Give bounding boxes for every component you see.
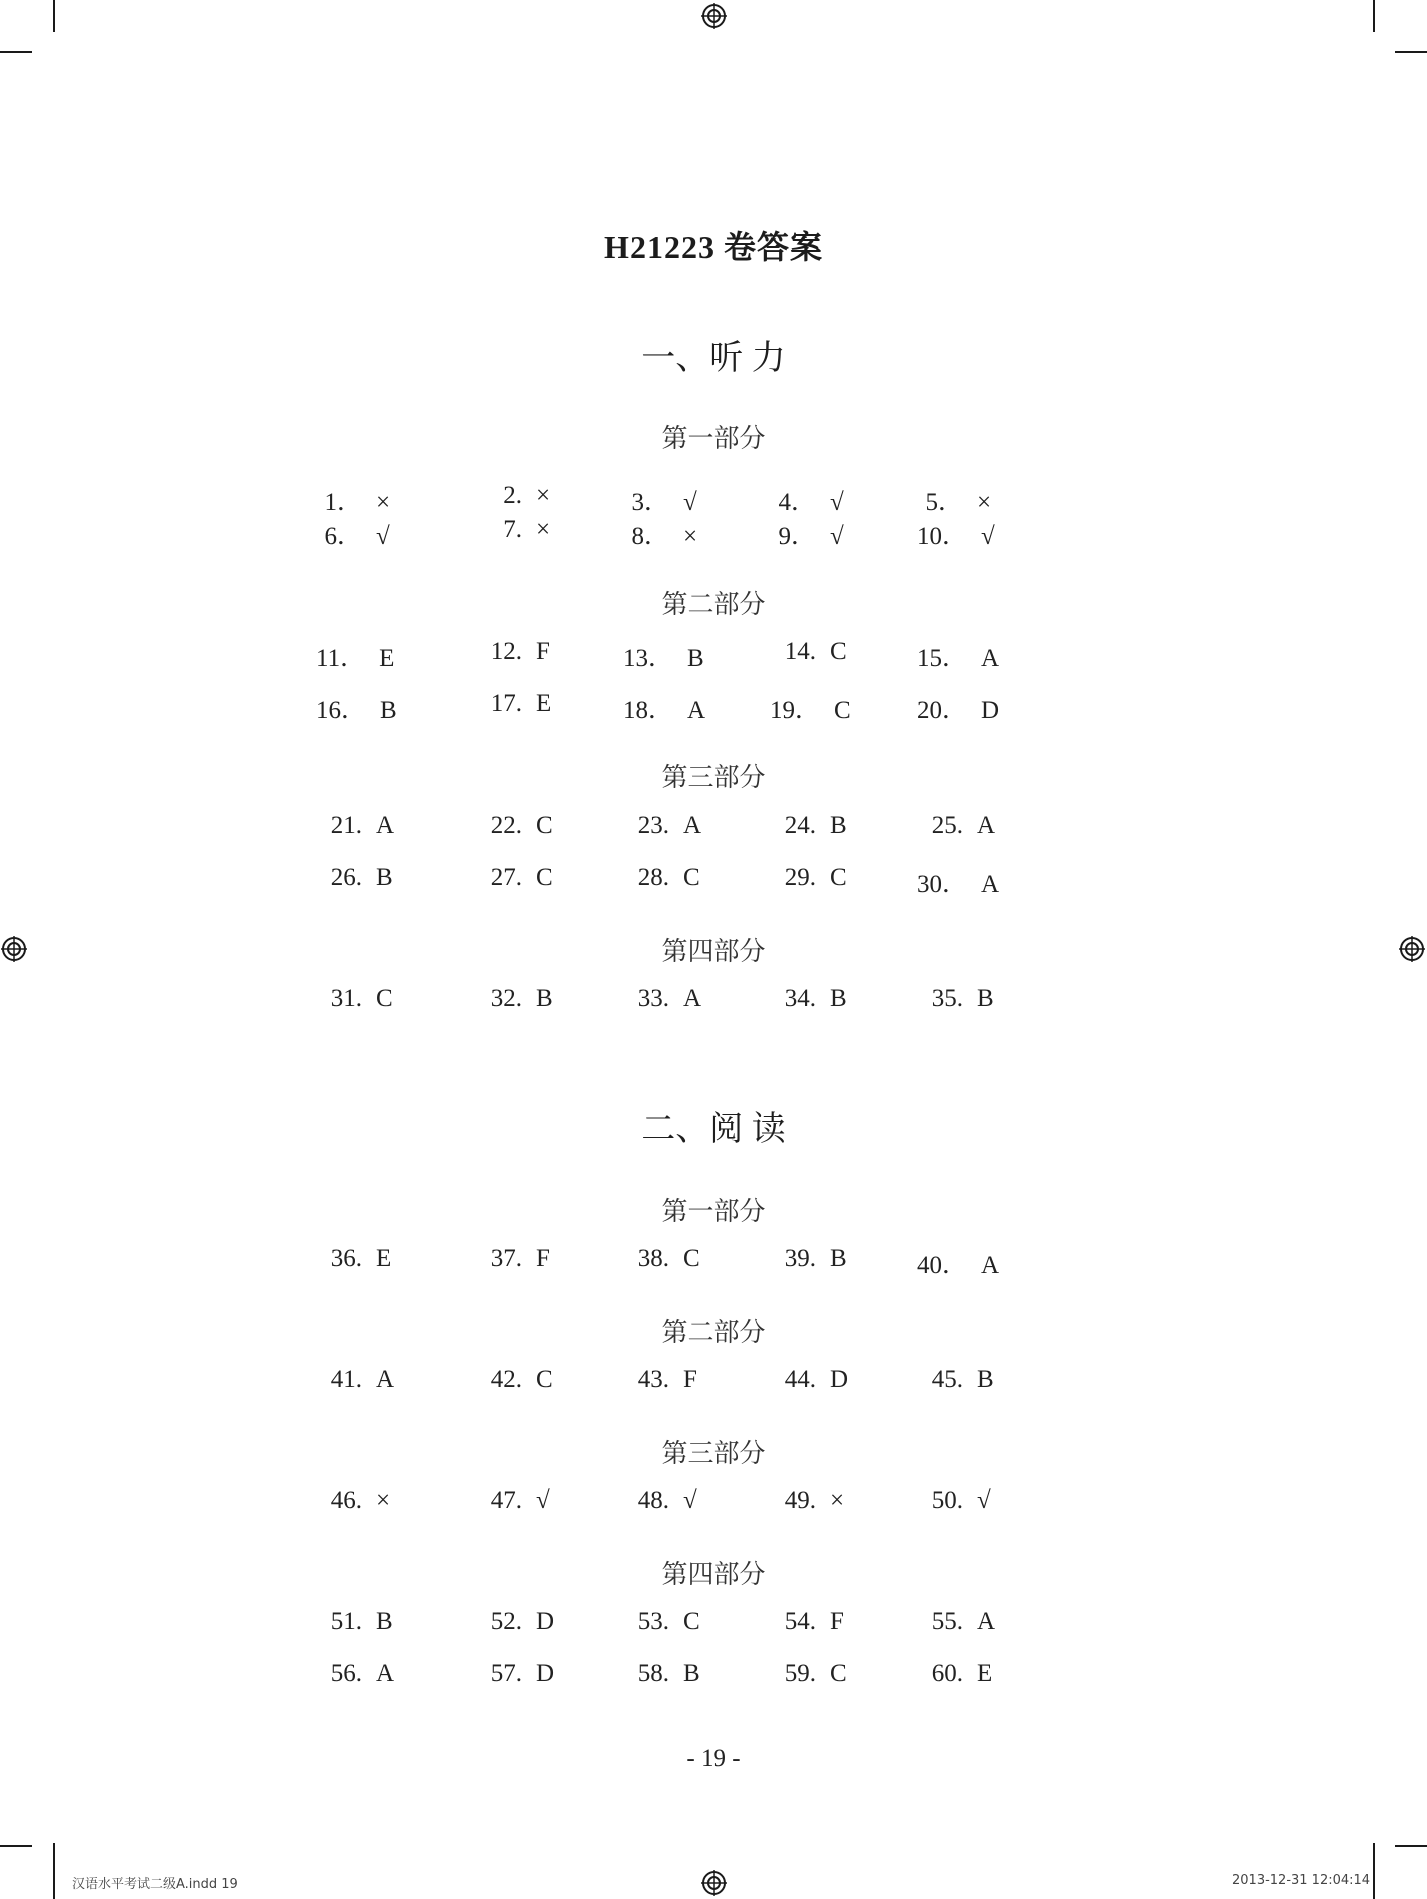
answer-value: × xyxy=(830,1487,845,1514)
answer-item xyxy=(917,985,994,1013)
section-heading-reading: 二、阅 读 xyxy=(641,1111,786,1148)
answer-item xyxy=(316,690,397,726)
answer-item xyxy=(476,1245,550,1273)
answer-value: √ xyxy=(977,1487,991,1514)
answer-item xyxy=(316,1608,393,1636)
question-number: 60. xyxy=(931,1660,963,1687)
question-number: 5． xyxy=(925,489,963,516)
answer-item xyxy=(316,812,394,840)
answer-item xyxy=(476,516,550,544)
answer-row xyxy=(0,482,1427,518)
answer-item xyxy=(476,1660,554,1688)
answer-item xyxy=(770,482,844,518)
answer-value: F xyxy=(683,1366,697,1393)
answer-item xyxy=(476,1487,550,1515)
answer-item xyxy=(623,864,700,892)
answer-item xyxy=(917,1487,991,1515)
answer-item xyxy=(917,638,999,674)
answer-value: E xyxy=(536,690,552,717)
answer-item xyxy=(917,864,999,900)
question-number: 44. xyxy=(784,1366,816,1393)
question-number: 55. xyxy=(931,1608,963,1635)
question-number: 25. xyxy=(931,812,963,839)
answer-item xyxy=(476,482,550,510)
answer-item xyxy=(770,1245,847,1273)
question-number: 22. xyxy=(490,812,522,839)
answer-value: B xyxy=(376,864,393,891)
question-number: 58. xyxy=(637,1660,669,1687)
answer-item xyxy=(917,1245,999,1281)
answer-value: A xyxy=(981,1252,1000,1279)
answer-item xyxy=(316,638,394,674)
question-number: 47. xyxy=(490,1487,522,1514)
question-number: 51. xyxy=(330,1608,362,1635)
slug-timestamp: 2013-12-31 12:04:14 xyxy=(1232,1873,1371,1888)
answer-item xyxy=(476,985,553,1013)
answer-row xyxy=(0,1608,1427,1644)
answer-item xyxy=(917,1608,995,1636)
answer-value: B xyxy=(376,1608,393,1635)
part-heading: 第四部分 xyxy=(661,1560,766,1589)
question-number: 3． xyxy=(631,489,669,516)
answer-value: A xyxy=(687,697,706,724)
answer-row xyxy=(0,690,1427,726)
answer-value: A xyxy=(683,985,702,1012)
answer-value: E xyxy=(379,645,395,672)
answer-item xyxy=(917,1366,994,1394)
answer-item xyxy=(476,864,553,892)
slug-file-name: 汉语水平考试二级A.indd 19 xyxy=(72,1877,238,1892)
answer-item xyxy=(476,638,550,666)
question-number: 16． xyxy=(316,697,367,724)
answer-value: √ xyxy=(683,1487,697,1514)
answer-value: F xyxy=(536,1245,550,1272)
answer-item xyxy=(917,516,995,552)
answer-value: × xyxy=(376,489,391,516)
question-number: 41. xyxy=(330,1366,362,1393)
answer-value: B xyxy=(536,985,553,1012)
answer-row xyxy=(0,1487,1427,1523)
answer-value: √ xyxy=(536,1487,550,1514)
crop-mark-top-left-v xyxy=(53,0,55,32)
part-heading: 第一部分 xyxy=(661,1197,766,1226)
answer-value: × xyxy=(683,523,698,550)
answer-item xyxy=(623,1366,697,1394)
question-number: 56. xyxy=(330,1660,362,1687)
answer-item xyxy=(316,1245,391,1273)
answer-value: A xyxy=(376,1660,395,1687)
registration-mark-icon xyxy=(701,3,727,29)
answer-row xyxy=(0,1245,1427,1281)
answer-value: A xyxy=(683,812,702,839)
answer-value: D xyxy=(536,1608,555,1635)
answer-item xyxy=(770,1366,848,1394)
question-number: 49. xyxy=(784,1487,816,1514)
answer-value: F xyxy=(830,1608,844,1635)
question-number: 6． xyxy=(324,523,362,550)
question-number: 20． xyxy=(917,697,968,724)
question-number: 10． xyxy=(917,523,968,550)
question-number: 33. xyxy=(637,985,669,1012)
answer-row xyxy=(0,985,1427,1021)
answer-value: √ xyxy=(683,489,697,516)
page-number: - 19 - xyxy=(686,1745,741,1772)
answer-item xyxy=(770,690,851,726)
answer-item xyxy=(316,1366,394,1394)
answer-value: C xyxy=(683,1608,700,1635)
answer-item xyxy=(770,864,847,892)
answer-value: C xyxy=(683,1245,700,1272)
part-heading: 第二部分 xyxy=(661,590,766,619)
crop-mark-bottom-left-v xyxy=(53,1843,55,1899)
crop-mark-top-right-h xyxy=(1395,51,1427,53)
answer-item xyxy=(623,1487,697,1515)
answer-value: C xyxy=(376,985,393,1012)
crop-mark-bottom-right-v xyxy=(1373,1843,1375,1899)
question-number: 15． xyxy=(917,645,968,672)
answer-value: C xyxy=(830,638,847,665)
answer-item xyxy=(476,1366,553,1394)
answer-value: A xyxy=(376,1366,395,1393)
question-number: 14. xyxy=(784,638,816,665)
question-number: 38. xyxy=(637,1245,669,1272)
answer-value: C xyxy=(536,812,553,839)
answer-item xyxy=(770,1660,847,1688)
answer-value: √ xyxy=(830,523,844,550)
answer-value: B xyxy=(380,697,397,724)
answer-item xyxy=(770,1608,844,1636)
question-number: 23. xyxy=(637,812,669,839)
question-number: 50. xyxy=(931,1487,963,1514)
question-number: 42. xyxy=(490,1366,522,1393)
answer-item xyxy=(770,1487,844,1515)
answer-item xyxy=(770,638,847,666)
answer-value: B xyxy=(687,645,704,672)
question-number: 12. xyxy=(490,638,522,665)
answer-value: B xyxy=(830,1245,847,1272)
answer-item xyxy=(476,690,551,718)
answer-item xyxy=(316,516,390,552)
answer-item xyxy=(770,516,844,552)
answer-item xyxy=(917,690,999,726)
answer-item xyxy=(917,812,995,840)
answer-item xyxy=(316,482,390,518)
answer-item xyxy=(623,1245,700,1273)
answer-item xyxy=(623,516,697,552)
answer-value: A xyxy=(376,812,395,839)
answer-item xyxy=(316,985,393,1013)
part-heading: 第三部分 xyxy=(661,1439,766,1468)
question-number: 24. xyxy=(784,812,816,839)
question-number: 27. xyxy=(490,864,522,891)
answer-value: B xyxy=(830,985,847,1012)
question-number: 18． xyxy=(623,697,674,724)
answer-value: B xyxy=(683,1660,700,1687)
answer-value: C xyxy=(830,1660,847,1687)
answer-row xyxy=(0,864,1427,900)
answer-item xyxy=(623,812,701,840)
registration-mark-icon xyxy=(701,1870,727,1896)
answer-value: A xyxy=(981,871,1000,898)
crop-mark-bottom-right-h xyxy=(1395,1845,1427,1847)
answer-value: D xyxy=(981,697,1000,724)
question-number: 1． xyxy=(324,489,362,516)
question-number: 11． xyxy=(316,645,366,672)
answer-value: C xyxy=(683,864,700,891)
question-number: 26. xyxy=(330,864,362,891)
question-number: 4． xyxy=(778,489,816,516)
part-heading: 第二部分 xyxy=(661,1318,766,1347)
answer-item xyxy=(316,1487,390,1515)
question-number: 43. xyxy=(637,1366,669,1393)
answer-value: E xyxy=(977,1660,993,1687)
answer-value: × xyxy=(977,489,992,516)
question-number: 28. xyxy=(637,864,669,891)
answer-row xyxy=(0,812,1427,848)
answer-item xyxy=(316,864,393,892)
answer-item xyxy=(770,812,847,840)
question-number: 36. xyxy=(330,1245,362,1272)
question-number: 31. xyxy=(330,985,362,1012)
answer-value: B xyxy=(977,1366,994,1393)
answer-value: C xyxy=(834,697,851,724)
question-number: 17. xyxy=(490,690,522,717)
crop-mark-top-left-h xyxy=(0,51,32,53)
question-number: 29. xyxy=(784,864,816,891)
question-number: 45. xyxy=(931,1366,963,1393)
question-number: 52. xyxy=(490,1608,522,1635)
answer-value: A xyxy=(977,1608,996,1635)
answer-value: A xyxy=(981,645,1000,672)
section-heading-listening: 一、听 力 xyxy=(641,340,786,377)
answer-value: × xyxy=(536,516,551,543)
answer-item xyxy=(623,638,704,674)
part-heading: 第三部分 xyxy=(661,763,766,792)
question-number: 19． xyxy=(770,697,821,724)
question-number: 54. xyxy=(784,1608,816,1635)
answer-item xyxy=(623,1660,700,1688)
answer-value: A xyxy=(977,812,996,839)
question-number: 39. xyxy=(784,1245,816,1272)
answer-row xyxy=(0,1660,1427,1696)
answer-item xyxy=(623,690,705,726)
answer-row xyxy=(0,638,1427,674)
answer-value: × xyxy=(536,482,551,509)
question-number: 40． xyxy=(917,1252,968,1279)
answer-item xyxy=(476,1608,554,1636)
crop-mark-top-right-v xyxy=(1373,0,1375,32)
question-number: 53. xyxy=(637,1608,669,1635)
question-number: 59. xyxy=(784,1660,816,1687)
part-heading: 第一部分 xyxy=(661,424,766,453)
question-number: 2. xyxy=(503,482,522,509)
question-number: 9． xyxy=(778,523,816,550)
question-number: 48. xyxy=(637,1487,669,1514)
question-number: 30． xyxy=(917,871,968,898)
answer-item xyxy=(623,985,701,1013)
question-number: 32. xyxy=(490,985,522,1012)
answer-item xyxy=(770,985,847,1013)
answer-value: C xyxy=(536,864,553,891)
answer-value: C xyxy=(536,1366,553,1393)
answer-value: D xyxy=(536,1660,555,1687)
question-number: 34. xyxy=(784,985,816,1012)
answer-value: √ xyxy=(830,489,844,516)
answer-value: √ xyxy=(376,523,390,550)
answer-item xyxy=(917,1660,992,1688)
answer-value: √ xyxy=(981,523,995,550)
answer-row xyxy=(0,516,1427,552)
answer-value: F xyxy=(536,638,550,665)
question-number: 57. xyxy=(490,1660,522,1687)
answer-item xyxy=(623,1608,700,1636)
answer-value: B xyxy=(977,985,994,1012)
answer-value: C xyxy=(830,864,847,891)
answer-value: E xyxy=(376,1245,392,1272)
question-number: 7. xyxy=(503,516,522,543)
answer-row xyxy=(0,1366,1427,1402)
question-number: 35. xyxy=(931,985,963,1012)
answer-value: × xyxy=(376,1487,391,1514)
answer-value: D xyxy=(830,1366,849,1393)
answer-item xyxy=(476,812,553,840)
question-number: 8． xyxy=(631,523,669,550)
document-title: H21223 卷答案 xyxy=(604,229,823,265)
question-number: 37. xyxy=(490,1245,522,1272)
question-number: 46. xyxy=(330,1487,362,1514)
answer-item xyxy=(316,1660,394,1688)
answer-item xyxy=(917,482,991,518)
answer-value: B xyxy=(830,812,847,839)
question-number: 13． xyxy=(623,645,674,672)
part-heading: 第四部分 xyxy=(661,937,766,966)
question-number: 21. xyxy=(330,812,362,839)
crop-mark-bottom-left-h xyxy=(0,1845,32,1847)
answer-item xyxy=(623,482,697,518)
